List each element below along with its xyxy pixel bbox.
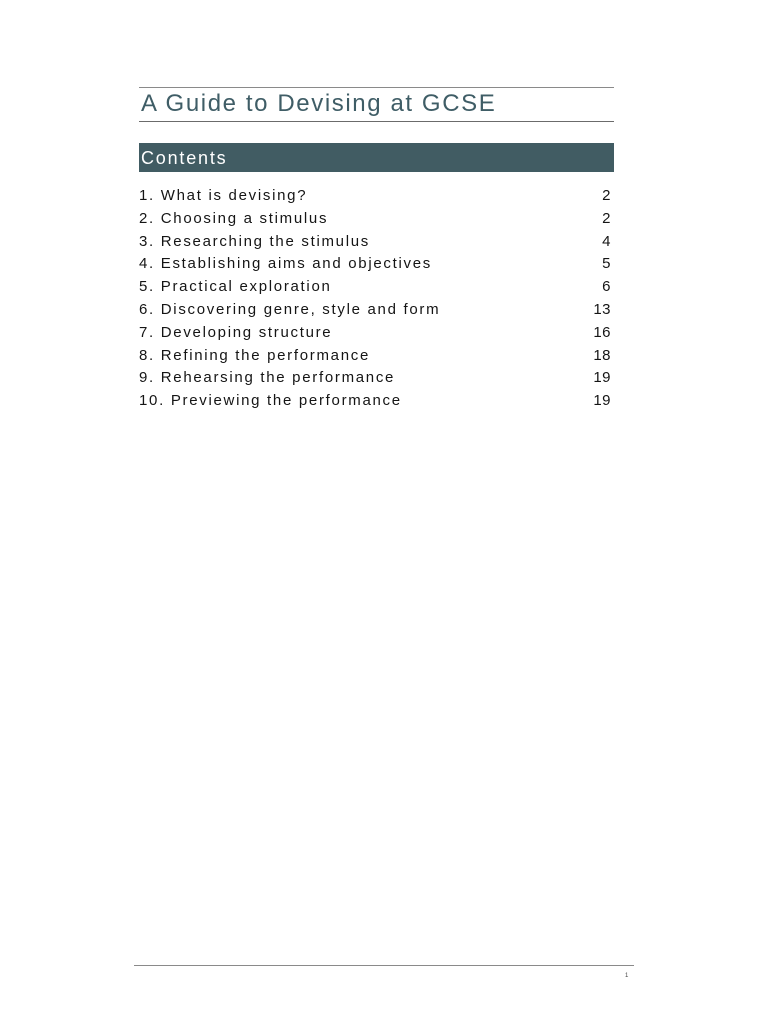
toc-entry-title: 4. Establishing aims and objectives (139, 255, 432, 273)
page-number: 1 (625, 973, 629, 979)
toc-entry[interactable] (139, 346, 611, 369)
toc-entry-page: 19 (593, 392, 611, 410)
toc-entry-page: 5 (602, 255, 611, 273)
toc-entry[interactable] (139, 391, 611, 414)
toc-entry-title: 2. Choosing a stimulus (139, 209, 329, 227)
toc-entry-title: 5. Practical exploration (139, 278, 332, 296)
footer-divider (134, 965, 634, 966)
toc-entry-page: 19 (593, 369, 611, 387)
toc-entry-page: 6 (602, 278, 611, 296)
toc-entry[interactable] (139, 232, 611, 255)
toc-entry-title: 9. Rehearsing the performance (139, 369, 396, 387)
toc-entry-title: 7. Developing structure (139, 323, 333, 341)
toc-entry[interactable] (139, 209, 611, 232)
toc-entry-title: 6. Discovering genre, style and form (139, 300, 441, 318)
toc-entry[interactable] (139, 186, 611, 209)
table-of-contents (139, 186, 611, 414)
toc-entry-page: 2 (602, 209, 611, 227)
toc-entry[interactable] (139, 368, 611, 391)
toc-entry-page: 16 (593, 323, 611, 341)
toc-entry-title: 1. What is devising? (139, 187, 308, 204)
toc-entry-title: 8. Refining the performance (139, 346, 371, 364)
toc-entry-page: 2 (602, 187, 611, 204)
toc-entry[interactable] (139, 277, 611, 300)
toc-entry-page: 13 (593, 300, 611, 318)
toc-entry-title: 10. Previewing the performance (139, 392, 402, 410)
contents-heading-bar (139, 143, 614, 172)
title-block (139, 87, 614, 122)
toc-entry-page: 18 (593, 346, 611, 364)
toc-entry-page: 4 (602, 232, 611, 250)
toc-entry[interactable] (139, 254, 611, 277)
document-title: A Guide to Devising at GCSE (141, 90, 497, 117)
toc-entry[interactable] (139, 300, 611, 323)
toc-entry[interactable] (139, 323, 611, 346)
toc-entry-title: 3. Researching the stimulus (139, 232, 370, 250)
contents-heading: Contents (141, 148, 228, 168)
